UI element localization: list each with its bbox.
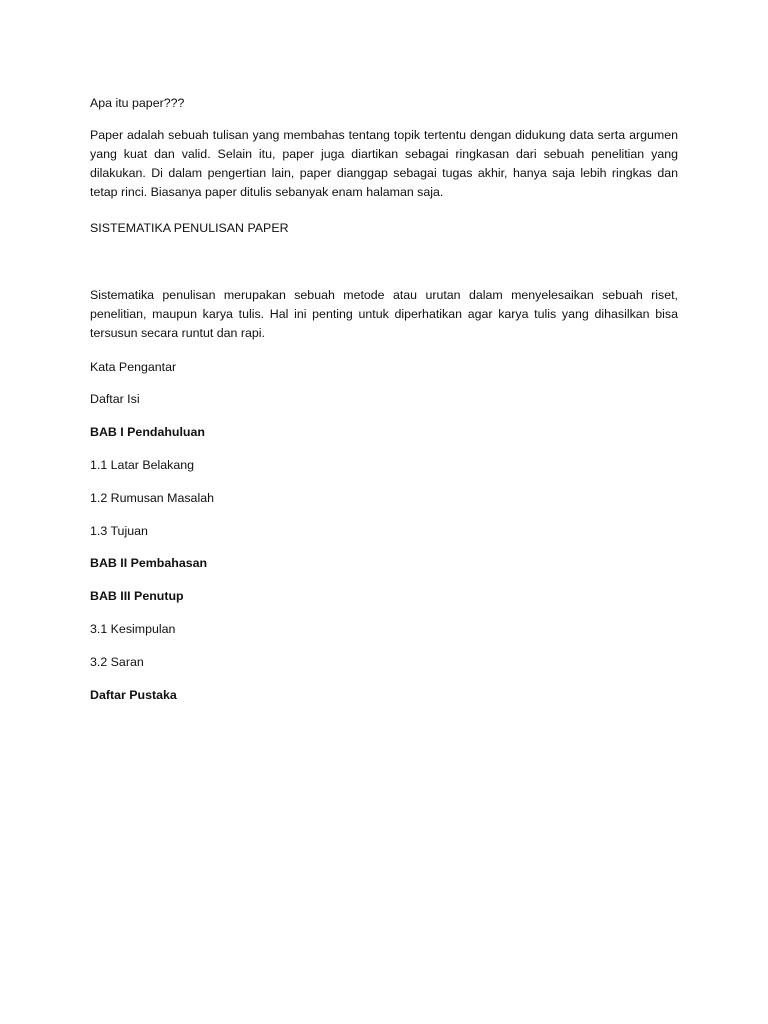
outline-item-1-1: 1.1 Latar Belakang [90, 458, 195, 472]
outline-item-bab-2: BAB II Pembahasan [90, 556, 208, 570]
outline-item-bab-1: BAB I Pendahuluan [90, 425, 205, 439]
outline-item-daftar-isi: Daftar Isi [90, 392, 140, 406]
outline-item-3-1: 3.1 Kesimpulan [90, 622, 176, 636]
intro-paragraph: Paper adalah sebuah tulisan yang membahas tentang topik tertentu dengan didukung data serta argumen yang kuat dan valid. Selain itu, paper juga diartikan sebagai ringkasan dari sebuah penelitian yang dilakukan. Di dalam pengertian lain, paper dianggap sebagai tugas akhir, hanya saja lebih ringkas dan tetap rinci. Biasanya paper ditulis sebanyak enam halaman saja. [90, 128, 678, 199]
outline-item-1-3: 1.3 Tujuan [90, 524, 148, 538]
section-heading: SISTEMATIKA PENULISAN PAPER [90, 221, 289, 235]
systematics-paragraph: Sistematika penulisan merupakan sebuah metode atau urutan dalam menyelesaikan sebuah riset, penelitian, maupun karya tulis. Hal ini penting untuk diperhatikan agar karya tulis yang dihasilkan bisa tersusun secara runtut dan rapi. [90, 288, 678, 340]
outline-item-1-2: 1.2 Rumusan Masalah [90, 491, 214, 505]
outline-item-3-2: 3.2 Saran [90, 655, 144, 669]
outline-item-bab-3: BAB III Penutup [90, 589, 184, 603]
outline-item-kata-pengantar: Kata Pengantar [90, 360, 177, 374]
outline-item-daftar-pustaka: Daftar Pustaka [90, 688, 177, 702]
question-heading: Apa itu paper??? [90, 96, 185, 110]
